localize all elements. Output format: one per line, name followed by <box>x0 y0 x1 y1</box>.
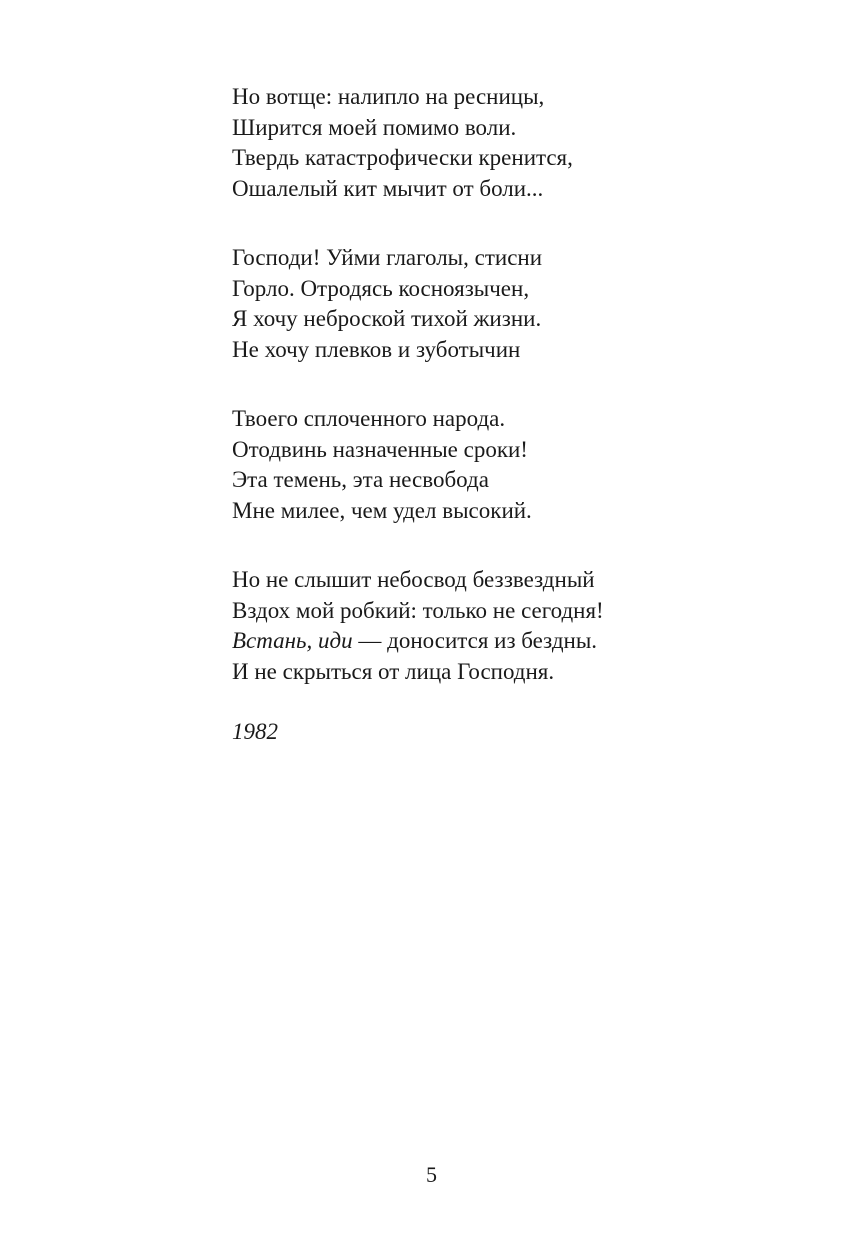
poem-line-remainder: — доносится из бездны. <box>358 628 598 653</box>
stanza-4 <box>232 565 792 687</box>
poem-line: Горло. Отродясь косноязычен, <box>232 275 530 301</box>
poem-line: Я хочу неброской тихой жизни. <box>232 306 542 331</box>
poem-line: Господи! Уйми глаголы, стисни <box>232 245 543 270</box>
poem-line: И не скрыться от лица Господня. <box>232 658 555 684</box>
stanza-1 <box>232 82 792 204</box>
poem-line: Не хочу плевков и зуботычин <box>232 336 521 362</box>
poem-line: Отодвинь назначенные сроки! <box>232 436 528 462</box>
poem-line: Ширится моей помимо воли. <box>232 114 517 140</box>
poem-line: Эта темень, эта несвобода <box>232 467 489 492</box>
poem-line-with-italic <box>232 626 792 657</box>
poem-line: Но не слышит небосвод беззвездный <box>232 567 595 592</box>
poem-line: Вздох мой робкий: только не сегодня! <box>232 597 604 623</box>
poem-line: Мне милее, чем удел высокий. <box>232 497 532 523</box>
poem-line: Твердь катастрофически кренится, <box>232 145 573 170</box>
poem-line: Но вотще: налипло на ресницы, <box>232 84 545 109</box>
stanza-2 <box>232 243 792 365</box>
poem-line: Твоего сплоченного народа. <box>232 406 506 431</box>
italic-phrase: Встань, иди <box>232 628 353 653</box>
poem-date: 1982 <box>232 719 278 744</box>
stanza-3 <box>232 404 792 526</box>
poem-line: Ошалелый кит мычит от боли... <box>232 175 544 201</box>
page-number: 5 <box>426 1162 437 1187</box>
poem <box>232 82 792 748</box>
